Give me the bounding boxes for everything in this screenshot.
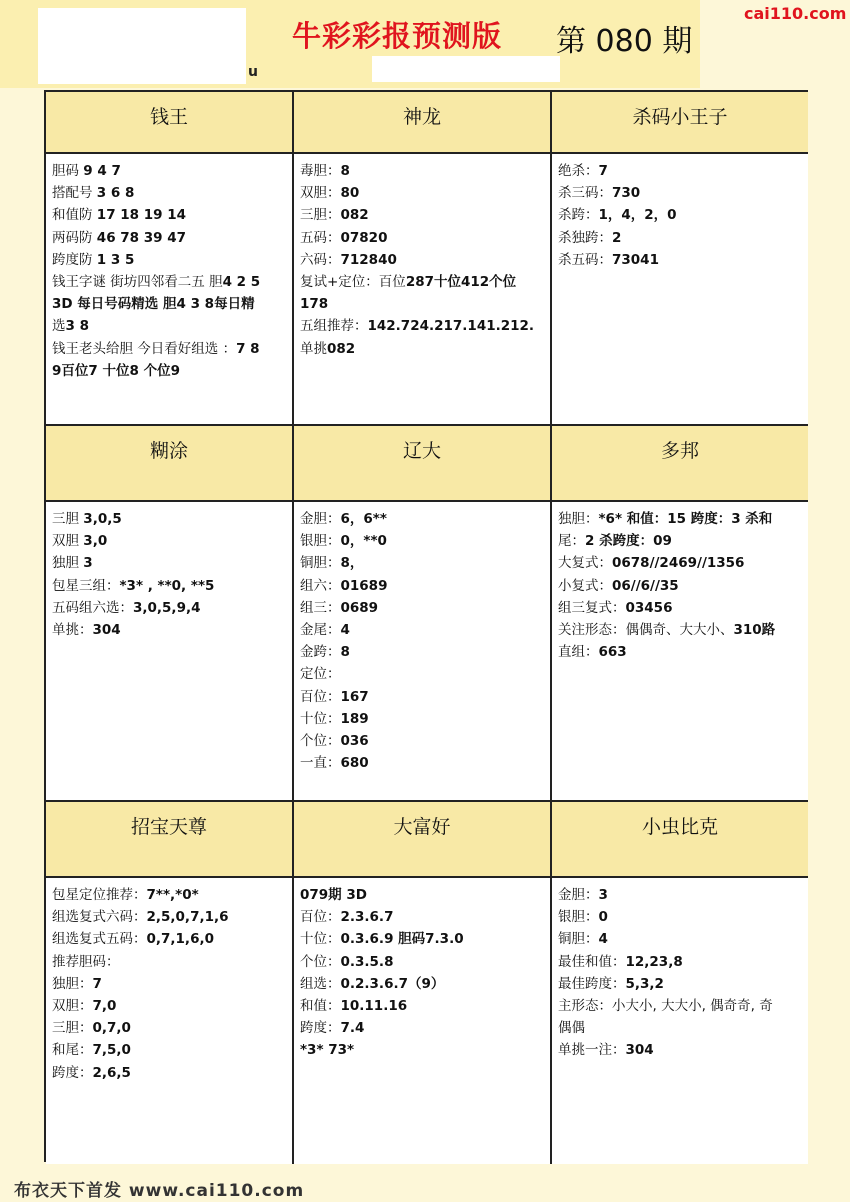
forecast-line (558, 249, 804, 271)
line-label: 组六： (300, 577, 341, 594)
forecast-line (558, 1039, 804, 1061)
forecast-line (300, 293, 546, 315)
line-value: 0,7,1,6,0 (146, 931, 214, 948)
forecast-line (558, 995, 804, 1017)
line-label: 杀跨： (558, 207, 599, 224)
line-label: 关注形态：偶偶奇、大大小、 (558, 622, 734, 639)
forecast-line (300, 951, 546, 973)
line-label: 六码： (300, 251, 341, 268)
line-value: 6，6** (340, 511, 387, 527)
line-value: *3* 73* (300, 1042, 355, 1059)
forecast-line (558, 928, 804, 950)
line-label: 组三： (300, 599, 341, 616)
forecast-line (300, 552, 546, 574)
forecast-line (52, 182, 288, 204)
forecast-line (52, 227, 288, 249)
line-value: 2,5,0,7,1,6 (146, 909, 229, 926)
cell-header: 糊涂 (46, 426, 294, 502)
forecast-line (52, 973, 288, 995)
forecast-line (558, 575, 804, 597)
line-value: 12,23,8 (625, 953, 683, 970)
forecast-line (300, 575, 546, 597)
cell-body (46, 878, 294, 1164)
line-value: 7,5,0 (92, 1042, 131, 1059)
line-label: 主形态：小大小, 大大小, 偶奇奇, 奇 (558, 998, 773, 1015)
forecast-line (52, 508, 288, 530)
line-label: 杀三码： (558, 185, 612, 202)
forecast-line (300, 973, 546, 995)
cell-header: 多邦 (552, 426, 808, 502)
line-label: 组选复式五码： (52, 931, 147, 948)
forecast-line (52, 1017, 288, 1039)
cell-header: 辽大 (294, 426, 552, 502)
forecast-line (52, 928, 288, 950)
line-value: *6* 和值：15 跨度：3 杀和 (598, 511, 773, 527)
forecast-line (300, 508, 546, 530)
line-value: 0,7,0 (92, 1020, 131, 1037)
forecast-line (558, 530, 804, 552)
line-label: 复试+定位：百位 (300, 274, 406, 291)
line-value: 3,0,5,9,4 (133, 599, 201, 616)
line-value: 7 (92, 975, 102, 992)
line-value: 7,0 (92, 998, 117, 1015)
line-value: 079期 3D (300, 887, 367, 903)
line-label: 推荐胆码： (52, 953, 120, 970)
line-value: 0.3.6.9 胆码7.3.0 (340, 931, 464, 948)
forecast-line (558, 204, 804, 226)
line-value: 4 (598, 931, 608, 948)
line-value: 7**,*0* (146, 887, 199, 903)
line-label: 和值： (300, 998, 341, 1015)
line-value: 663 (598, 644, 627, 661)
forecast-line (300, 884, 546, 906)
line-label: 组三复式： (558, 599, 626, 616)
line-value: 036 (340, 733, 369, 750)
forecast-line (558, 1017, 804, 1039)
line-label: 双胆： (300, 185, 341, 202)
blank-label-area (372, 56, 560, 82)
line-value: 3 (83, 555, 93, 572)
line-label: 最佳跨度： (558, 975, 626, 992)
line-label: 选 (52, 318, 66, 335)
line-value: 3,0,5 (83, 511, 122, 527)
line-value: 1 3 5 (96, 251, 135, 268)
forecast-line (52, 271, 288, 293)
line-label: 单挑： (52, 622, 93, 639)
line-value: 730 (612, 185, 641, 202)
line-value: 17 18 19 14 (96, 207, 187, 224)
cell-body (294, 502, 552, 802)
line-label: 金胆： (300, 511, 341, 527)
forecast-line (52, 552, 288, 574)
cell-header: 招宝天尊 (46, 802, 294, 878)
forecast-line (52, 204, 288, 226)
line-label: 三胆 (52, 511, 84, 527)
line-label: 包星定位推荐： (52, 887, 147, 903)
line-value: 2.3.6.7 (340, 909, 394, 926)
line-label: 跨度： (52, 1064, 93, 1081)
cell-header: 小虫比克 (552, 802, 808, 878)
line-value: 304 (92, 622, 121, 639)
line-value: 0678//2469//1356 (612, 555, 745, 572)
line-label: 单挑一注： (558, 1042, 626, 1059)
line-label: 和值防 (52, 207, 97, 224)
blank-logo-area (38, 8, 246, 84)
cell-body (294, 878, 552, 1164)
line-value: 2 (612, 229, 622, 246)
forecast-grid (44, 90, 808, 1162)
issue-number: 第 080 期 (556, 24, 693, 59)
line-label: 独胆： (52, 975, 93, 992)
forecast-line (300, 249, 546, 271)
line-value: 07820 (340, 229, 388, 246)
line-value: 0，**0 (340, 533, 387, 550)
line-value: 2 杀跨度：09 (585, 533, 672, 550)
forecast-line (300, 641, 546, 663)
line-label: 组选复式六码： (52, 909, 147, 926)
line-label: 独胆 (52, 555, 84, 572)
line-label: 杀五码： (558, 251, 612, 268)
forecast-line (300, 995, 546, 1017)
line-label: 包星三组： (52, 577, 120, 594)
line-value: 310路 (733, 622, 776, 639)
cell-body (46, 154, 294, 426)
forecast-line (300, 338, 546, 360)
forecast-line (300, 182, 546, 204)
line-value: 03456 (625, 599, 673, 616)
cell-body (552, 502, 808, 802)
line-label: 个位： (300, 953, 341, 970)
line-value: 10.11.16 (340, 998, 408, 1015)
line-value: 287十位412个位 (405, 274, 517, 291)
line-label: 直组： (558, 644, 599, 661)
forecast-line (52, 995, 288, 1017)
line-label: 组选： (300, 975, 341, 992)
line-label: 铜胆： (300, 555, 341, 572)
line-value: 3D 每日号码精选 胆4 3 8每日精 (52, 296, 255, 313)
line-value: 01689 (340, 577, 388, 594)
line-label: 胆码 (52, 163, 84, 179)
line-value: 082 (327, 340, 356, 357)
forecast-line (52, 249, 288, 271)
line-label: 单挑 (300, 340, 327, 357)
line-value: 8 (340, 644, 350, 661)
line-value: 9百位7 十位8 个位9 (52, 362, 180, 379)
line-value: 712840 (340, 251, 397, 268)
forecast-line (558, 182, 804, 204)
forecast-line (52, 575, 288, 597)
forecast-line (558, 973, 804, 995)
line-label: 十位： (300, 710, 341, 727)
line-value: 7 8 (236, 340, 260, 357)
line-label: 双胆： (52, 998, 93, 1015)
forecast-line (52, 951, 288, 973)
line-value: 082 (340, 207, 369, 224)
forecast-line (300, 686, 546, 708)
line-label: 独胆： (558, 511, 599, 527)
line-label: 百位： (300, 909, 341, 926)
line-label: 五组推荐： (300, 318, 368, 335)
forecast-line (558, 552, 804, 574)
cell-body (294, 154, 552, 426)
cell-body (46, 502, 294, 802)
forecast-line (300, 204, 546, 226)
line-label: 定位： (300, 666, 341, 683)
line-label: 银胆： (300, 533, 341, 550)
line-label: 尾： (558, 533, 585, 550)
line-value: 8， (340, 555, 364, 572)
header-stray-text: u (248, 64, 258, 80)
forecast-line (300, 1017, 546, 1039)
line-label: 银胆： (558, 909, 599, 926)
cell-header: 大富好 (294, 802, 552, 878)
forecast-line (558, 619, 804, 641)
line-label: 五码组六选： (52, 599, 133, 616)
line-value: 80 (340, 185, 360, 202)
forecast-line (300, 530, 546, 552)
line-value: 4 (340, 622, 350, 639)
line-label: 铜胆： (558, 931, 599, 948)
line-value: *3* , **0, **5 (119, 577, 215, 594)
line-value: 189 (340, 710, 369, 727)
line-value: 9 4 7 (83, 163, 121, 179)
line-value: 7.4 (340, 1020, 365, 1037)
line-value: 2,6,5 (92, 1064, 131, 1081)
forecast-line (52, 884, 288, 906)
line-value: 167 (340, 688, 369, 705)
line-label: 双胆 (52, 533, 84, 550)
forecast-line (300, 730, 546, 752)
line-value: 3,0 (83, 533, 108, 550)
forecast-line (300, 160, 546, 182)
line-value: 4 2 5 (222, 274, 261, 291)
line-label: 金胆： (558, 887, 599, 903)
forecast-line (300, 663, 546, 685)
line-label: 毒胆： (300, 163, 341, 179)
page-title: 牛彩彩报预测版 (292, 19, 503, 53)
line-value: 46 78 39 47 (96, 229, 187, 246)
line-label: 百位： (300, 688, 341, 705)
forecast-line (300, 597, 546, 619)
forecast-line (558, 906, 804, 928)
line-label: 最佳和值： (558, 953, 626, 970)
site-link[interactable]: cai110.com (744, 4, 847, 23)
cell-header: 杀码小王子 (552, 92, 808, 154)
forecast-line (300, 1039, 546, 1061)
line-label: 十位： (300, 931, 341, 948)
footer-text: 布衣天下首发 www.cai110.com (14, 1181, 305, 1201)
line-value: 06//6//35 (612, 577, 679, 594)
line-value: 0689 (340, 599, 379, 616)
line-label: 两码防 (52, 229, 97, 246)
line-value: 304 (625, 1042, 654, 1059)
line-label: 个位： (300, 733, 341, 750)
line-label: 跨度防 (52, 251, 97, 268)
forecast-line (558, 227, 804, 249)
line-value: 73041 (612, 251, 659, 268)
cell-header: 钱王 (46, 92, 294, 154)
forecast-line (300, 752, 546, 774)
line-label: 金尾： (300, 622, 341, 639)
line-label: 偶偶 (558, 1020, 585, 1037)
line-label: 和尾： (52, 1042, 93, 1059)
forecast-line (52, 1062, 288, 1084)
line-value: 0.2.3.6.7（9） (340, 975, 445, 992)
line-label: 三胆： (300, 207, 341, 224)
cell-header: 神龙 (294, 92, 552, 154)
forecast-line (52, 360, 288, 382)
line-label: 搭配号 (52, 185, 97, 202)
line-label: 小复式： (558, 577, 612, 594)
forecast-line (558, 641, 804, 663)
line-label: 大复式： (558, 555, 612, 572)
forecast-line (558, 884, 804, 906)
line-value: 5,3,2 (625, 975, 664, 992)
forecast-line (52, 1039, 288, 1061)
line-value: 7 (598, 163, 608, 179)
line-value: 3 8 (65, 318, 89, 335)
line-value: 178 (300, 296, 329, 313)
forecast-line (558, 951, 804, 973)
forecast-line (300, 708, 546, 730)
line-label: 金跨： (300, 644, 341, 661)
forecast-line (558, 160, 804, 182)
line-value: 8 (340, 163, 350, 179)
forecast-line (52, 906, 288, 928)
line-label: 绝杀： (558, 163, 599, 179)
line-value: 0.3.5.8 (340, 953, 394, 970)
line-value: 0 (598, 909, 608, 926)
forecast-line (52, 530, 288, 552)
line-label: 三胆： (52, 1020, 93, 1037)
forecast-line (300, 906, 546, 928)
cell-body (552, 154, 808, 426)
cell-body (552, 878, 808, 1164)
line-value: 3 6 8 (96, 185, 135, 202)
line-label: 跨度： (300, 1020, 341, 1037)
forecast-line (300, 928, 546, 950)
forecast-line (300, 619, 546, 641)
forecast-line (52, 160, 288, 182)
line-value: 142.724.217.141.212. (367, 318, 535, 335)
forecast-line (300, 227, 546, 249)
forecast-line (52, 619, 288, 641)
line-label: 钱王老头给胆 今日看好组选 ： (52, 340, 237, 357)
line-value: 3 (598, 887, 608, 903)
line-value: 680 (340, 755, 369, 772)
line-label: 五码： (300, 229, 341, 246)
forecast-line (300, 315, 546, 337)
forecast-line (300, 271, 546, 293)
forecast-line (52, 597, 288, 619)
line-label: 钱王字谜 街坊四邻看二五 胆 (52, 274, 223, 291)
line-label: 杀独跨： (558, 229, 612, 246)
line-value: 1，4，2，0 (598, 207, 677, 224)
forecast-line (558, 508, 804, 530)
line-label: 一直： (300, 755, 341, 772)
forecast-line (52, 338, 288, 360)
forecast-line (558, 597, 804, 619)
forecast-line (52, 293, 288, 315)
forecast-line (52, 315, 288, 337)
